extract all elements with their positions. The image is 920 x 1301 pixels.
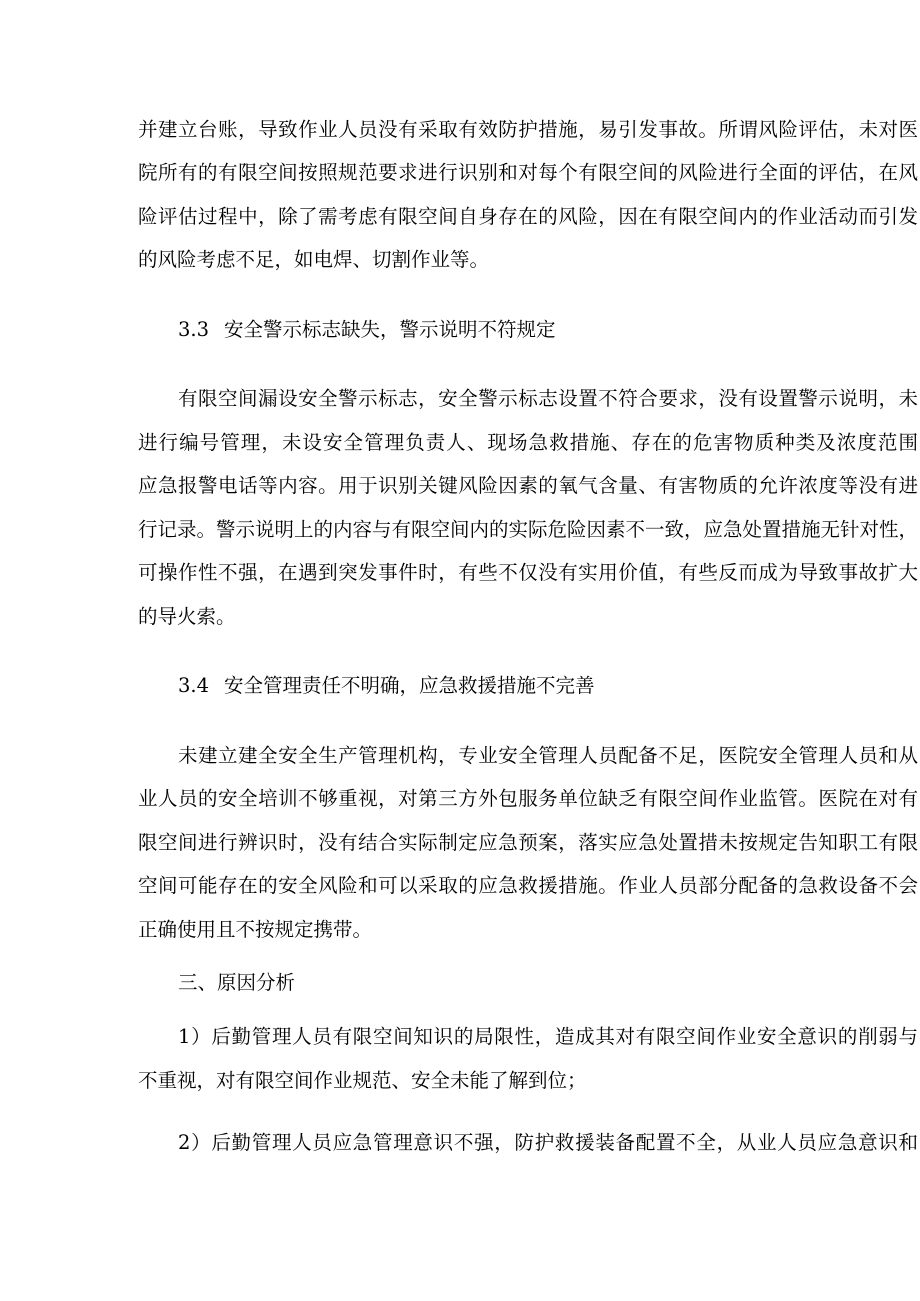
section-3-3-line-2: 进行编号管理，未设安全管理负责人、现场急救措施、存在的危害物质种类及浓度范围 xyxy=(138,431,918,454)
cause-item-2-line-1: 2）后勤管理人员应急管理意识不强，防护救援装备配置不全，从业人员应急意识和 xyxy=(178,1131,918,1154)
section-3-4-line-2: 业人员的安全培训不够重视，对第三方外包服务单位缺乏有限空间作业监管。医院在对有 xyxy=(138,787,918,810)
section-three-heading: 三、原因分析 xyxy=(178,971,296,994)
section-3-3-heading xyxy=(178,317,556,343)
section-3-4-number: 3.4 xyxy=(178,674,210,697)
section-3-3-title: 安全警示标志缺失，警示说明不符规定 xyxy=(224,318,556,341)
section-3-4-line-4: 空间可能存在的安全风险和可以采取的应急救援措施。作业人员部分配备的急救设备不会 xyxy=(138,874,918,897)
paragraph-1-line-4: 的风险考虑不足，如电焊、切割作业等。 xyxy=(138,248,490,271)
paragraph-1-line-1: 并建立台账，导致作业人员没有采取有效防护措施，易引发事故。所谓风险评估，未对医 xyxy=(138,118,918,141)
section-3-3-number: 3.3 xyxy=(178,318,210,341)
section-3-4-line-3: 限空间进行辨识时，没有结合实际制定应急预案，落实应急处置措未按规定告知职工有限 xyxy=(138,831,918,854)
paragraph-1-line-3: 险评估过程中，除了需考虑有限空间自身存在的风险，因在有限空间内的作业活动而引发 xyxy=(138,205,918,228)
section-3-4-title: 安全管理责任不明确，应急救援措施不完善 xyxy=(224,674,595,697)
section-3-3-line-4: 行记录。警示说明上的内容与有限空间内的实际危险因素不一致，应急处置措施无针对性， xyxy=(138,518,919,541)
section-3-3-line-3: 应急报警电话等内容。用于识别关键风险因素的氧气含量、有害物质的允许浓度等没有进 xyxy=(138,474,918,497)
section-3-3-line-6: 的导火索。 xyxy=(138,605,236,628)
cause-item-1-line-2: 不重视，对有限空间作业规范、安全未能了解到位； xyxy=(138,1069,587,1092)
paragraph-1-line-2: 院所有的有限空间按照规范要求进行识别和对每个有限空间的风险进行全面的评估，在风 xyxy=(138,161,918,184)
section-3-4-line-5: 正确使用且不按规定携带。 xyxy=(138,918,373,941)
cause-item-1-line-1: 1）后勤管理人员有限空间知识的局限性，造成其对有限空间作业安全意识的削弱与 xyxy=(178,1025,918,1048)
section-3-3-line-1: 有限空间漏设安全警示标志，安全警示标志设置不符合要求，没有设置警示说明，未 xyxy=(178,387,918,410)
section-3-4-heading xyxy=(178,673,595,699)
section-3-3-line-5: 可操作性不强，在遇到突发事件时，有些不仅没有实用价值，有些反而成为导致事故扩大 xyxy=(138,561,918,584)
section-3-4-line-1: 未建立建全安全生产管理机构，专业安全管理人员配备不足，医院安全管理人员和从 xyxy=(178,744,918,767)
